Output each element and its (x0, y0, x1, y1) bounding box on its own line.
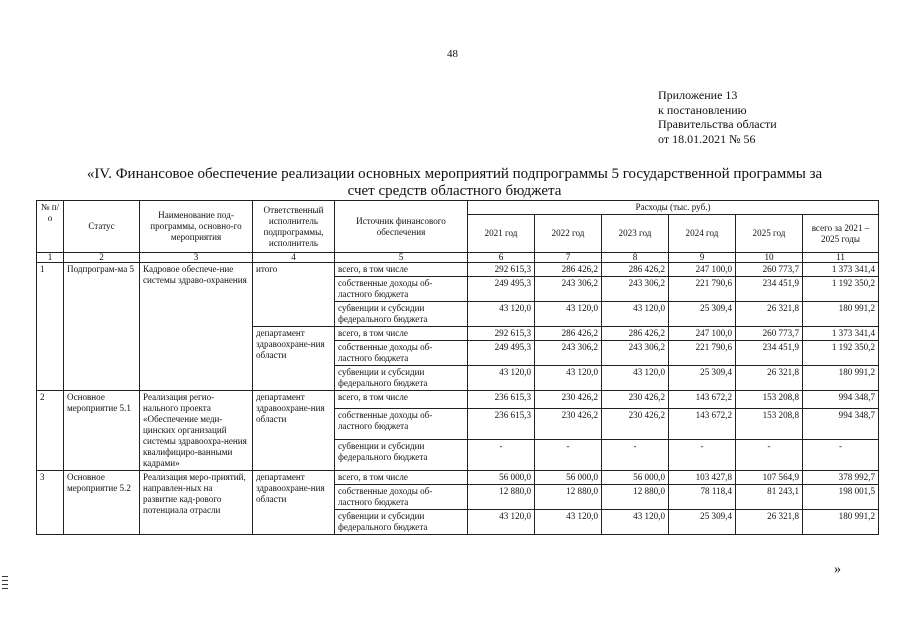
value-cell: 230 426,2 (535, 408, 602, 439)
column-number: 11 (803, 253, 879, 263)
value-cell: 243 306,2 (602, 341, 669, 366)
column-number: 9 (669, 253, 736, 263)
value-cell: 249 495,3 (468, 341, 535, 366)
value-cell: 81 243,1 (736, 485, 803, 510)
header-num: № п/о (37, 201, 64, 253)
header-total: всего за 2021 – 2025 годы (803, 215, 879, 253)
column-number: 8 (602, 253, 669, 263)
row-source: всего, в том числе (335, 391, 468, 409)
value-cell: 103 427,8 (669, 471, 736, 485)
value-cell: 994 348,7 (803, 408, 879, 439)
value-cell: 12 880,0 (602, 485, 669, 510)
value-cell: 243 306,2 (535, 277, 602, 302)
value-cell: 56 000,0 (535, 471, 602, 485)
row-source: собственные доходы об-ластного бюджета (335, 408, 468, 439)
column-number: 7 (535, 253, 602, 263)
row-name: Кадровое обеспече-ние системы здраво-охранения (140, 263, 253, 391)
value-cell: 25 309,4 (669, 302, 736, 327)
row-source: всего, в том числе (335, 471, 468, 485)
row-source: всего, в том числе (335, 327, 468, 341)
row-source: субвенции и субсидии федерального бюджета (335, 302, 468, 327)
row-number: 2 (37, 391, 64, 471)
value-cell: 234 451,9 (736, 277, 803, 302)
row-responsible: департамент здравоохране-ния области (253, 391, 335, 471)
value-cell: 243 306,2 (535, 341, 602, 366)
value-cell: 107 564,9 (736, 471, 803, 485)
value-cell: 247 100,0 (669, 327, 736, 341)
value-cell: 247 100,0 (669, 263, 736, 277)
header-year: 2022 год (535, 215, 602, 253)
value-cell: 378 992,7 (803, 471, 879, 485)
value-cell: 12 880,0 (535, 485, 602, 510)
value-cell: 286 426,2 (602, 263, 669, 277)
value-cell: 43 120,0 (535, 302, 602, 327)
value-cell: 43 120,0 (468, 302, 535, 327)
column-number: 2 (64, 253, 140, 263)
value-cell: 26 321,8 (736, 302, 803, 327)
value-cell: 230 426,2 (535, 391, 602, 409)
value-cell: 1 192 350,2 (803, 341, 879, 366)
value-cell: - (669, 439, 736, 470)
value-cell: 234 451,9 (736, 341, 803, 366)
table-row (37, 391, 879, 409)
closing-quote: » (834, 562, 841, 577)
value-cell: 26 321,8 (736, 366, 803, 391)
value-cell: 180 991,2 (803, 302, 879, 327)
value-cell: 143 672,2 (669, 408, 736, 439)
appendix-line: к постановлению (658, 102, 747, 117)
value-cell: 230 426,2 (602, 408, 669, 439)
page-number: 48 (447, 48, 458, 60)
value-cell: - (535, 439, 602, 470)
column-number: 6 (468, 253, 535, 263)
value-cell: 1 192 350,2 (803, 277, 879, 302)
value-cell: 198 001,5 (803, 485, 879, 510)
row-source: всего, в том числе (335, 263, 468, 277)
value-cell: 25 309,4 (669, 366, 736, 391)
value-cell: 43 120,0 (468, 510, 535, 535)
column-number: 5 (335, 253, 468, 263)
row-name: Реализация регио-нального проекта «Обеспечение меди-цинских организаций системы здравоохра-нения квалифициро-ванными кадрами» (140, 391, 253, 471)
value-cell: 221 790,6 (669, 341, 736, 366)
value-cell: 153 208,8 (736, 391, 803, 409)
row-source: субвенции и субсидии федерального бюджета (335, 510, 468, 535)
header-year: 2021 год (468, 215, 535, 253)
value-cell: 153 208,8 (736, 408, 803, 439)
value-cell: 243 306,2 (602, 277, 669, 302)
appendix-line: Приложение 13 (658, 88, 738, 102)
row-source: собственные доходы об-ластного бюджета (335, 485, 468, 510)
value-cell: 43 120,0 (468, 366, 535, 391)
column-number: 1 (37, 253, 64, 263)
table-header (37, 201, 879, 263)
value-cell: 180 991,2 (803, 510, 879, 535)
appendix-line: от 18.01.2021 № 56 (658, 131, 756, 146)
row-responsible: департамент здравоохране-ния области (253, 471, 335, 535)
value-cell: 12 880,0 (468, 485, 535, 510)
table-row (37, 263, 879, 277)
row-source: собственные доходы об-ластного бюджета (335, 341, 468, 366)
value-cell: 260 773,7 (736, 263, 803, 277)
column-number: 3 (140, 253, 253, 263)
value-cell: 43 120,0 (602, 302, 669, 327)
value-cell: 43 120,0 (535, 366, 602, 391)
margin-marks (2, 576, 8, 592)
row-responsible: итого (253, 263, 335, 327)
value-cell: 56 000,0 (602, 471, 669, 485)
value-cell: 292 615,3 (468, 263, 535, 277)
value-cell: 143 672,2 (669, 391, 736, 409)
value-cell: 230 426,2 (602, 391, 669, 409)
header-status: Статус (64, 201, 140, 253)
row-responsible: департамент здравоохране-ния области (253, 327, 335, 391)
header-responsible: Ответственный исполнитель подпрограммы, исполнитель (253, 201, 335, 253)
row-source: собственные доходы об-ластного бюджета (335, 277, 468, 302)
value-cell: 78 118,4 (669, 485, 736, 510)
column-number: 10 (736, 253, 803, 263)
table-row (37, 471, 879, 485)
value-cell: 260 773,7 (736, 327, 803, 341)
row-status: Подпрограм-ма 5 (64, 263, 140, 391)
value-cell: 249 495,3 (468, 277, 535, 302)
section-title: «IV. Финансовое обеспечение реализации основных мероприятий подпрограммы 5 государственной программы за счет средств областного бюджета (86, 166, 823, 199)
value-cell: 221 790,6 (669, 277, 736, 302)
value-cell: 236 615,3 (468, 391, 535, 409)
value-cell: 180 991,2 (803, 366, 879, 391)
header-name: Наименование под-программы, основно-го мероприятия (140, 201, 253, 253)
appendix-line: Правительства области (658, 117, 777, 132)
value-cell: - (468, 439, 535, 470)
value-cell: 1 373 341,4 (803, 263, 879, 277)
value-cell: 286 426,2 (602, 327, 669, 341)
row-status: Основное мероприятие 5.2 (64, 471, 140, 535)
value-cell: 26 321,8 (736, 510, 803, 535)
value-cell: - (602, 439, 669, 470)
value-cell: 286 426,2 (535, 327, 602, 341)
value-cell: 43 120,0 (602, 510, 669, 535)
value-cell: 43 120,0 (535, 510, 602, 535)
row-number: 3 (37, 471, 64, 535)
value-cell: 236 615,3 (468, 408, 535, 439)
row-status: Основное мероприятие 5.1 (64, 391, 140, 471)
row-number: 1 (37, 263, 64, 391)
header-expenses: Расходы (тыс. руб.) (468, 201, 879, 215)
row-name: Реализация меро-приятий, направлен-ных на развитие кад-рового потенциала отрасли (140, 471, 253, 535)
header-source: Источник финансового обеспечения (335, 201, 468, 253)
financing-table (36, 200, 879, 535)
value-cell: 25 309,4 (669, 510, 736, 535)
value-cell: - (803, 439, 879, 470)
row-source: субвенции и субсидии федерального бюджета (335, 439, 468, 470)
value-cell: 43 120,0 (602, 366, 669, 391)
value-cell: 286 426,2 (535, 263, 602, 277)
value-cell: - (736, 439, 803, 470)
row-source: субвенции и субсидии федерального бюджета (335, 366, 468, 391)
table-body (37, 263, 879, 535)
header-year: 2025 год (736, 215, 803, 253)
value-cell: 994 348,7 (803, 391, 879, 409)
value-cell: 1 373 341,4 (803, 327, 879, 341)
appendix-block (658, 88, 777, 146)
column-number: 4 (253, 253, 335, 263)
header-year: 2024 год (669, 215, 736, 253)
header-year: 2023 год (602, 215, 669, 253)
value-cell: 56 000,0 (468, 471, 535, 485)
value-cell: 292 615,3 (468, 327, 535, 341)
